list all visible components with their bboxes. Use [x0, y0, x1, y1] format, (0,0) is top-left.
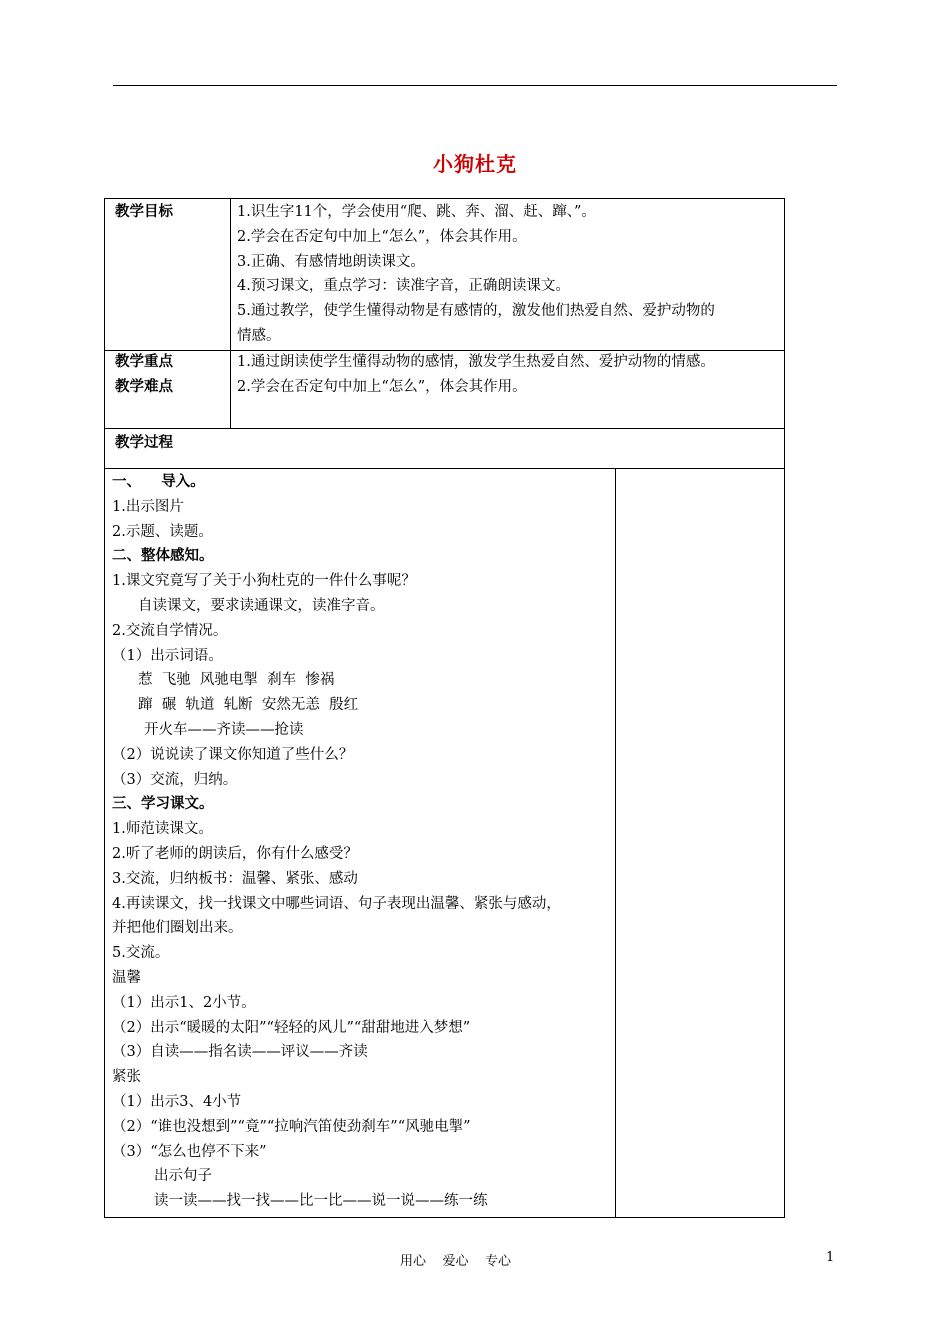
process-line: （1）出示3、4小节 — [112, 1094, 242, 1110]
process-line: 4.再读课文，找一找课文中哪些词语、句子表现出温馨、紧张与感动， — [112, 895, 561, 912]
objective-item: 1.识生字11个，学会使用“爬、跳、奔、溜、赶、蹿、”。 — [237, 204, 596, 220]
process-line: 1.课文究竟写了关于小狗杜克的一件什么事呢？ — [112, 573, 416, 590]
process-line: （2）出示“暖暖的太阳”“轻轻的风儿”“甜甜地进入梦想” — [112, 1019, 471, 1036]
key-points-label: 教学重点 — [115, 354, 173, 370]
process-line: 3.交流，归纳板书：温馨、紧张、感动 — [112, 870, 358, 887]
process-line: 5.交流。 — [112, 945, 170, 962]
row-divider-3 — [104, 468, 785, 469]
process-line: （3）交流，归纳。 — [112, 771, 238, 788]
notes-column-divider — [615, 468, 616, 1218]
objective-item: 4.预习课文，重点学习：读准字音，正确朗读课文。 — [237, 278, 570, 294]
label-column-divider — [230, 198, 231, 429]
page-title: 小狗杜克 — [433, 152, 517, 176]
process-line: 1.出示图片 — [112, 498, 184, 515]
process-line: 1.师范读课文。 — [112, 821, 213, 838]
process-line: （1）出示1、2小节。 — [112, 994, 256, 1011]
footer-motto: 用心 爱心 专心 — [400, 1254, 512, 1269]
difficult-points-label: 教学难点 — [115, 379, 173, 395]
objective-item: 5.通过教学，使学生懂得动物是有感情的，激发他们热爱自然、爱护动物的 — [237, 303, 715, 319]
process-line: 开火车——齐读——抢读 — [144, 722, 304, 738]
process-line: 2.交流自学情况。 — [112, 622, 228, 639]
table-border-bottom — [104, 1217, 785, 1218]
process-line: （2）说说读了课文你知道了些什么？ — [112, 746, 354, 763]
table-border-top — [104, 198, 785, 199]
process-line: 温馨 — [112, 970, 141, 986]
key-point-item: 1.通过朗读使学生懂得动物的感情，激发学生热爱自然、爱护动物的情感。 — [237, 354, 715, 370]
process-line: （3）自读——指名读——评议——齐读 — [112, 1044, 368, 1061]
table-border-left — [104, 198, 105, 1218]
table-border-right — [784, 198, 785, 1218]
process-line: （3）“怎么也停不下来” — [112, 1143, 267, 1160]
page-number: 1 — [826, 1250, 835, 1265]
objective-item: 2.学会在否定句中加上“怎么”，体会其作用。 — [237, 229, 527, 245]
process-line: （1）出示词语。 — [112, 647, 223, 664]
objective-item: 情感。 — [237, 328, 281, 344]
process-line: 蹿 碾 轨道 轧断 安然无恙 殷红 — [138, 697, 359, 714]
process-line: （2）“谁也没想到”“竟”“拉响汽笛使劲刹车”“风驰电掣” — [112, 1118, 471, 1135]
process-line: 2.示题、读题。 — [112, 523, 213, 540]
objectives-label: 教学目标 — [115, 204, 173, 220]
objective-item: 3.正确、有感情地朗读课文。 — [237, 254, 425, 270]
row-divider-2 — [104, 428, 785, 429]
process-line: 自读课文，要求读通课文，读准字音。 — [138, 598, 385, 614]
process-line: 惹 飞驰 风驰电掣 刹车 惨祸 — [138, 672, 335, 689]
section-heading: 一、 导入。 — [112, 474, 205, 490]
section-heading: 三、学习课文。 — [112, 796, 214, 813]
process-line: 紧张 — [112, 1069, 141, 1086]
process-line: 并把他们圈划出来。 — [112, 920, 243, 937]
process-label: 教学过程 — [115, 435, 173, 451]
process-line: 2.听了老师的朗读后，你有什么感受？ — [112, 846, 358, 862]
key-point-item: 2.学会在否定句中加上“怎么”，体会其作用。 — [237, 379, 527, 395]
header-rule — [113, 85, 837, 86]
process-line: 读一读——找一找——比一比——说一说——练一练 — [154, 1193, 488, 1210]
section-heading: 二、整体感知。 — [112, 548, 214, 565]
process-line: 出示句子 — [154, 1168, 212, 1185]
